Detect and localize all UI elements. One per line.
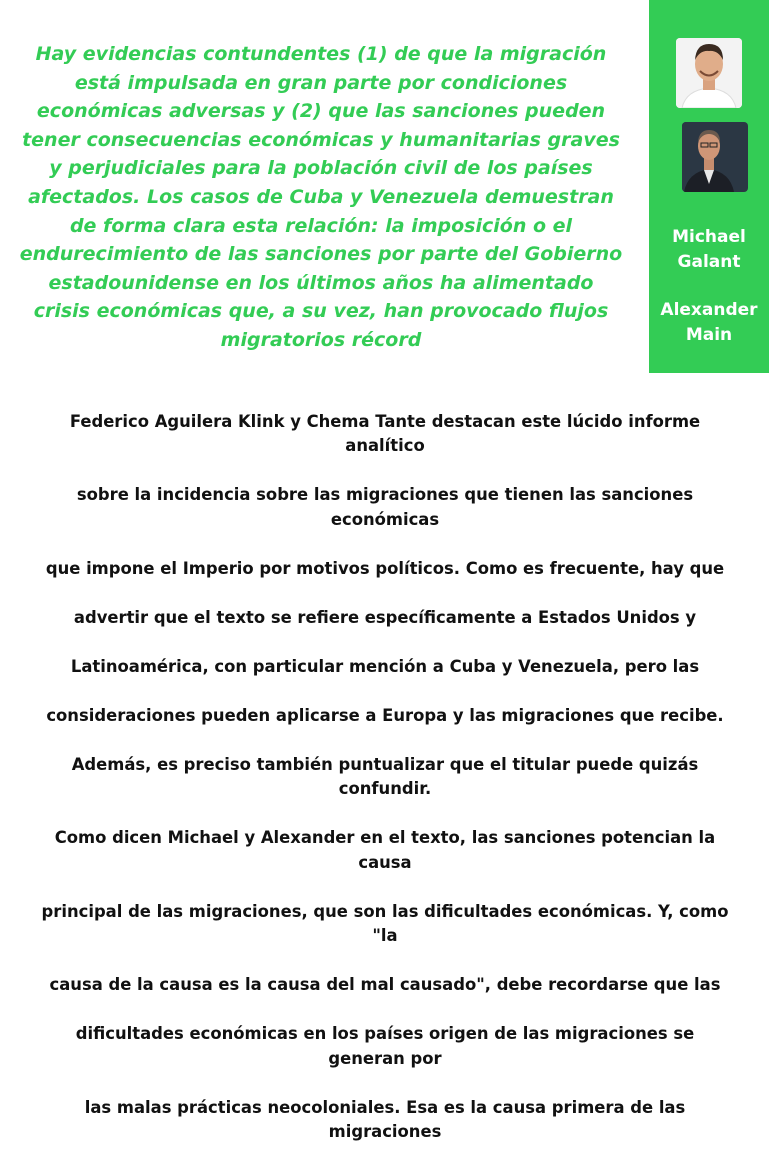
author-photo-michael-galant <box>676 38 742 108</box>
article-intro <box>38 385 732 1169</box>
article-line: consideraciones pueden aplicarse a Europa y las migraciones que recibe. <box>46 705 724 725</box>
article-line: que impone el Imperio por motivos políticos. Como es frecuente, hay que <box>45 558 725 578</box>
author-name-michael-galant <box>649 225 769 275</box>
article-line: principal de las migraciones, que son las dificultades económicas. Y, como "la <box>41 901 729 945</box>
author-name-alexander-main <box>649 298 769 348</box>
author2-last-name: Main <box>685 325 733 345</box>
article-line: sobre la incidencia sobre las migraciones que tienen las sanciones económicas <box>76 485 694 529</box>
author1-first-name: Michael <box>672 227 746 247</box>
article-line: advertir que el texto se refiere específicamente a Estados Unidos y <box>73 607 697 627</box>
pull-quote: Hay evidencias contundentes (1) de que la migración está impulsada en gran parte por condiciones económicas adversas y (2) que las sanciones pueden tener consecuencias económicas y humanitarias graves y perjudiciales para la población civil de los países afectados. Los casos de Cuba y Venezuela demuestran de forma clara esta relación: la imposición o el endurecimiento de las sanciones por parte del Gobierno estadounidense en los últimos años ha alimentado crisis económicas que, a su vez, han provocado flujos migratorios récord <box>19 43 623 351</box>
article-line: dificultades económicas en los países origen de las migraciones se generan por <box>75 1024 695 1068</box>
article-line: Además, es preciso también puntualizar que el titular puede quizás confundir. <box>71 754 699 798</box>
article-line: las malas prácticas neocoloniales. Esa es la causa primera de las migraciones <box>84 1097 686 1141</box>
article-line: Latinoamérica, con particular mención a Cuba y Venezuela, pero las <box>70 656 700 676</box>
author-photo-alexander-main <box>682 122 748 192</box>
article-line: Como dicen Michael y Alexander en el texto, las sanciones potencian la causa <box>54 828 716 872</box>
author2-first-name: Alexander <box>660 300 758 320</box>
authors-sidebar <box>649 0 769 373</box>
article-line: causa de la causa es la causa del mal causado", debe recordarse que las <box>49 975 721 994</box>
author1-last-name: Galant <box>677 252 741 272</box>
article-line: Federico Aguilera Klink y Chema Tante destacan este lúcido informe analítico <box>69 411 701 455</box>
